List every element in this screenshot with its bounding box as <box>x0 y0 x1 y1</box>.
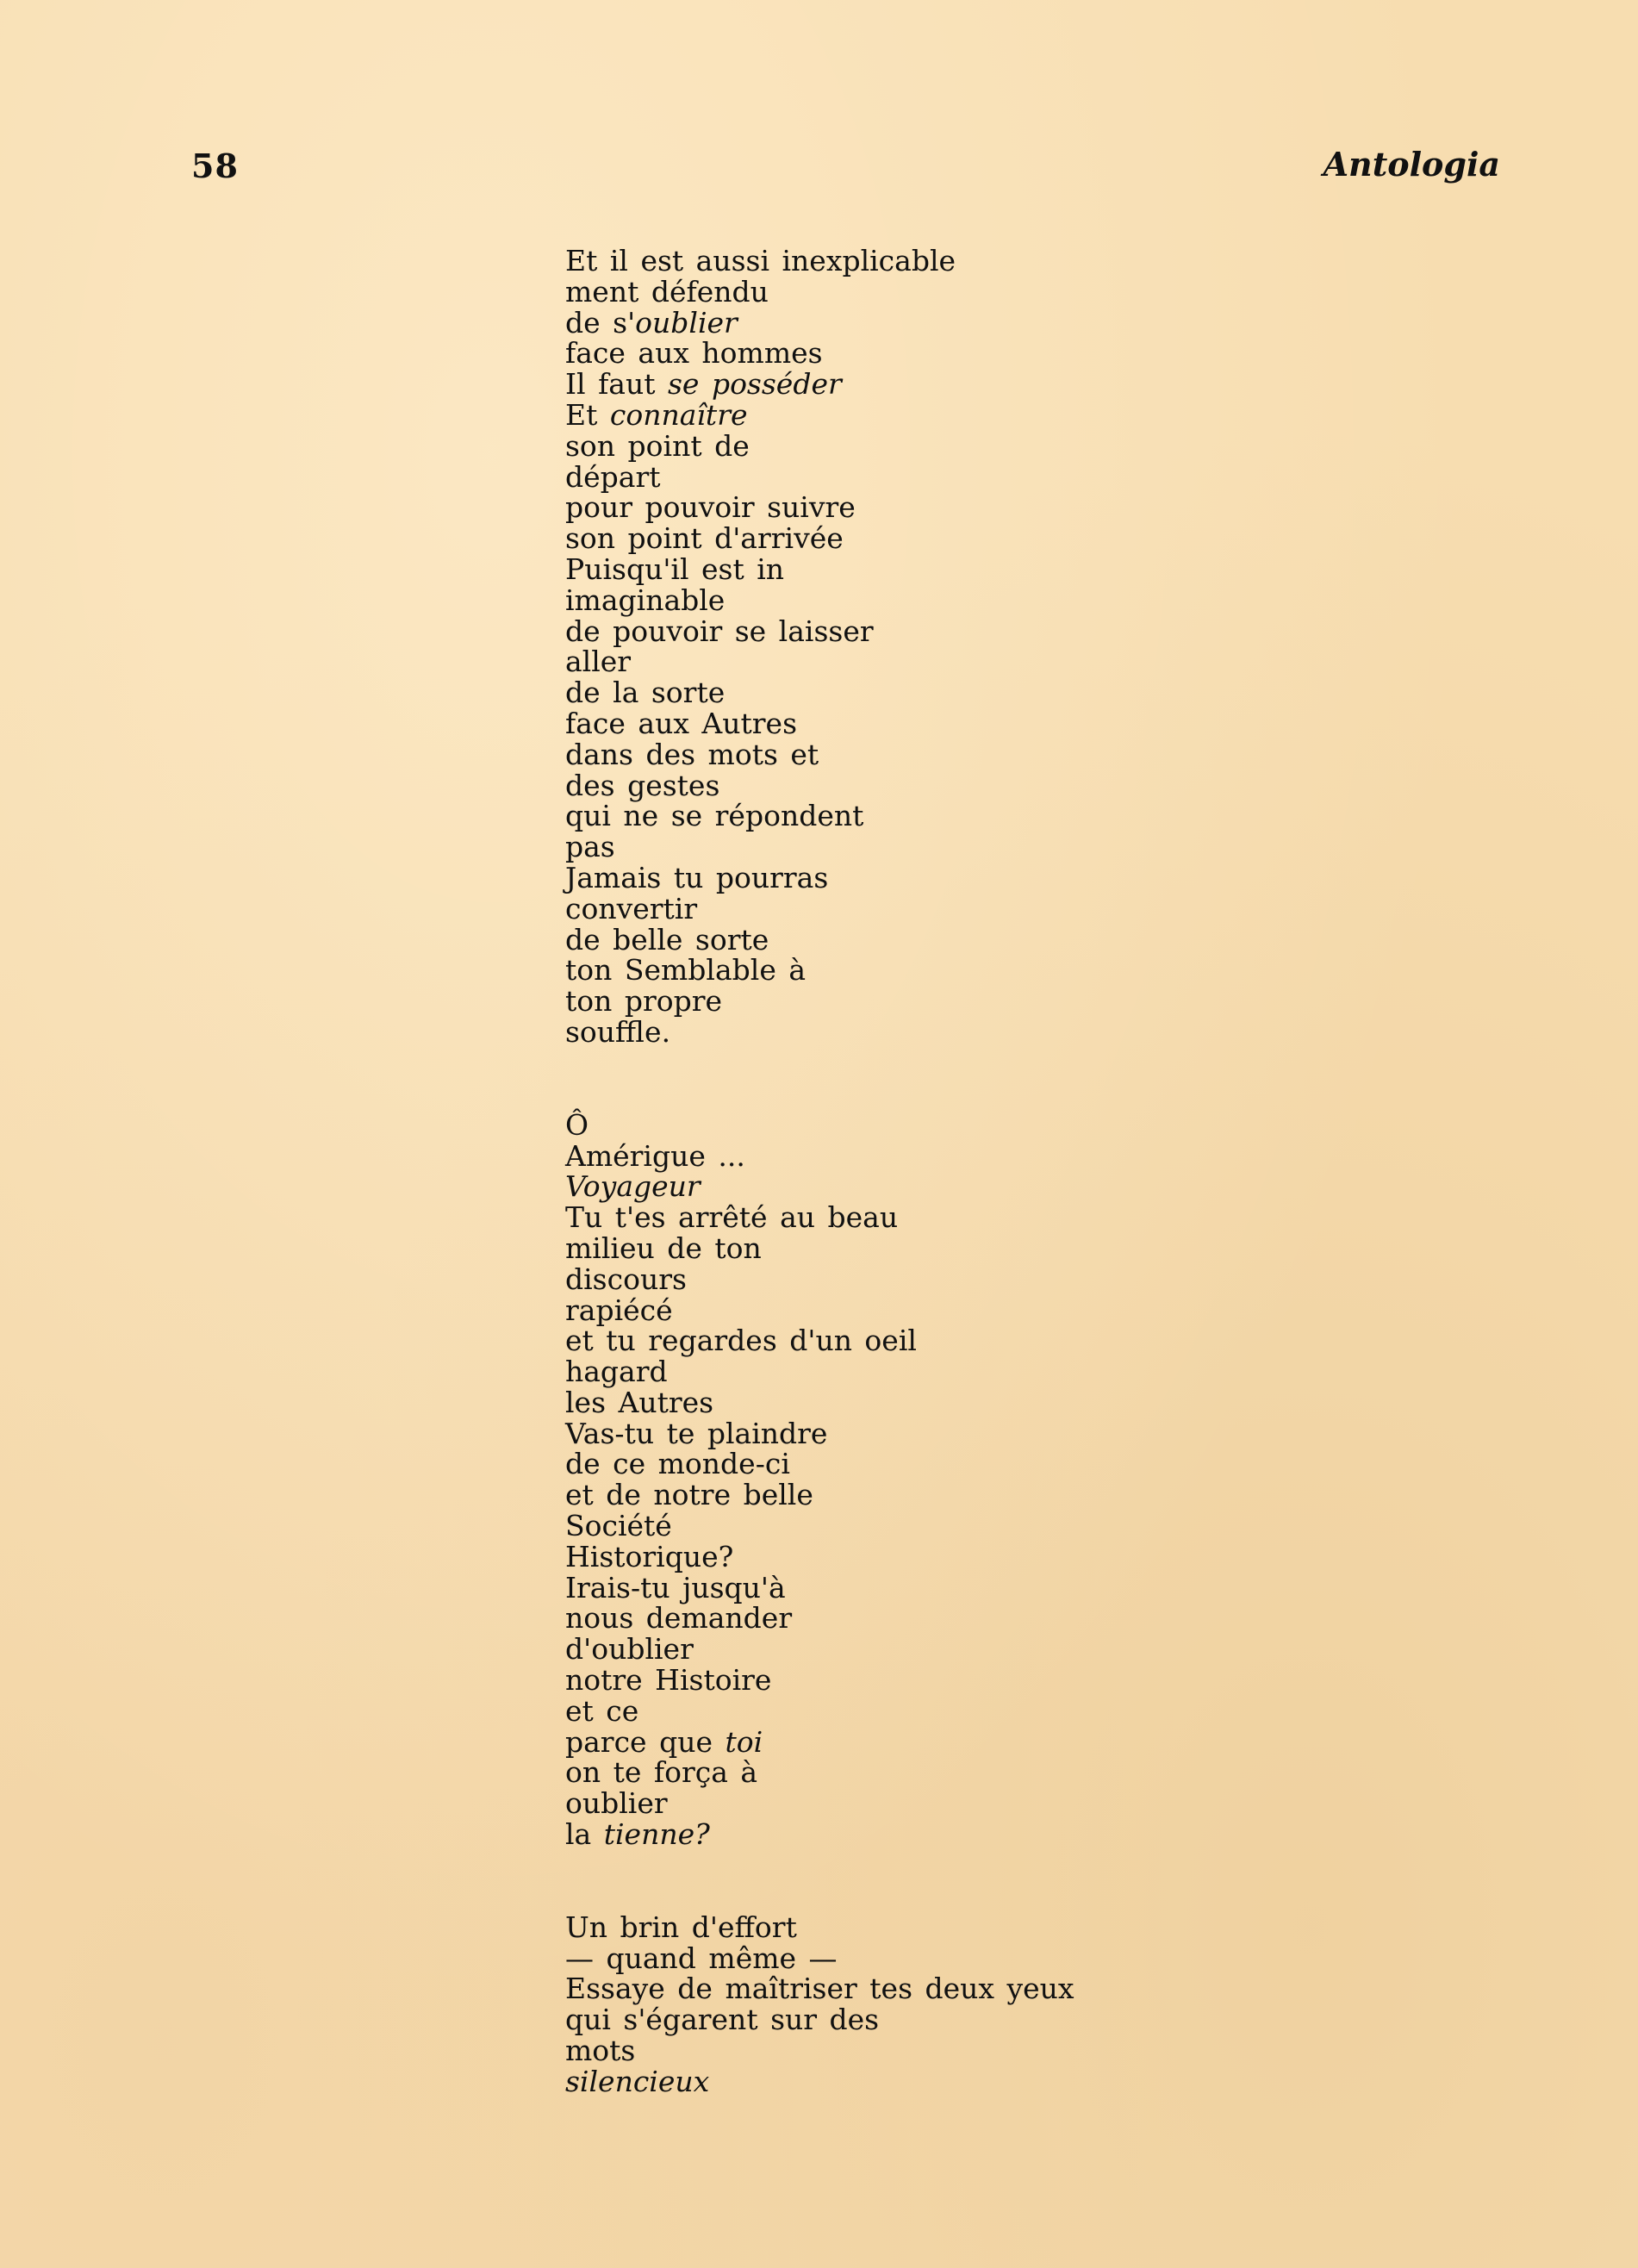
text-segment: ton propre <box>565 984 723 1019</box>
text-segment: la <box>565 1817 604 1852</box>
stanza <box>565 1107 1427 1852</box>
text-segment: son point d'arrivée <box>565 521 844 556</box>
poem-line <box>565 1511 1427 1542</box>
poem-line <box>565 1634 1427 1665</box>
poem-line <box>565 1570 1427 1604</box>
text-segment: — quand même — <box>565 1941 838 1975</box>
poem-line <box>565 585 1427 616</box>
stanza <box>565 246 1427 1048</box>
italic-segment: oublier <box>635 305 738 340</box>
text-segment: Ô <box>565 1107 589 1142</box>
poem-line <box>565 1295 1427 1326</box>
poem-line <box>565 1724 1427 1759</box>
poem-line <box>565 274 1427 308</box>
poem-line <box>565 770 1427 801</box>
text-segment: convertir <box>565 891 698 925</box>
poem-line <box>565 832 1427 863</box>
poem-line <box>565 246 1427 277</box>
text-segment: de ce monde-ci <box>565 1447 790 1481</box>
text-segment: Jamais tu pourras <box>565 860 829 894</box>
text-segment: de pouvoir se laisser <box>565 614 874 648</box>
text-segment: et tu regardes d'un oeil <box>565 1324 917 1358</box>
text-segment: Et il est aussi inexplicable <box>565 244 956 277</box>
text-segment: discours <box>565 1262 687 1296</box>
poem-line <box>565 305 1427 340</box>
text-segment: Tu t'es arrêté au beau <box>565 1200 899 1235</box>
text-segment: pour pouvoir suivre <box>565 490 856 525</box>
text-segment: et ce <box>565 1693 639 1728</box>
poem-line <box>565 1387 1427 1418</box>
text-segment: on te força à <box>565 1755 758 1790</box>
text-segment: mots <box>565 2034 636 2068</box>
text-segment: face aux Autres <box>565 706 798 740</box>
poem-line <box>565 986 1427 1017</box>
poem-line <box>565 1943 1427 1974</box>
text-segment: dans des mots et <box>565 737 819 771</box>
text-segment: Historique? <box>565 1539 734 1573</box>
text-segment: imaginable <box>565 583 726 617</box>
text-segment: aller <box>565 645 632 679</box>
italic-segment: connaître <box>609 397 748 432</box>
poem-line <box>565 955 1427 986</box>
poem-line <box>565 2004 1427 2035</box>
text-segment: Vas-tu te plaindre <box>565 1416 828 1450</box>
poem-line <box>565 891 1427 925</box>
text-segment: nous demander <box>565 1601 793 1636</box>
poem-line <box>565 1693 1427 1728</box>
poem-line <box>565 369 1427 400</box>
poem-line <box>565 860 1427 894</box>
text-segment: oublier <box>565 1786 668 1821</box>
poem-line <box>565 492 1427 523</box>
text-segment: des gestes <box>565 768 720 802</box>
poem-line <box>565 1264 1427 1295</box>
poem-line <box>565 2066 1427 2097</box>
poem-line <box>565 1107 1427 1142</box>
text-segment: départ <box>565 459 661 494</box>
poem-line <box>565 708 1427 739</box>
text-segment: milieu de ton <box>565 1231 762 1265</box>
running-title: Antologia <box>1323 145 1500 184</box>
poem-line <box>565 1665 1427 1696</box>
poem-line <box>565 1014 1427 1049</box>
text-segment: hagard <box>565 1355 668 1389</box>
poem-line <box>565 1757 1427 1788</box>
text-segment: qui ne se répondent <box>565 799 864 833</box>
text-segment: de la sorte <box>565 676 726 710</box>
poem-line <box>565 646 1427 677</box>
poem-line <box>565 1912 1427 1943</box>
poem-line <box>565 523 1427 554</box>
poem-line <box>565 1788 1427 1819</box>
text-segment: pas <box>565 830 615 864</box>
poem-line <box>565 1819 1427 1850</box>
stanza <box>565 1912 1427 2097</box>
text-segment: son point de <box>565 428 750 463</box>
text-segment: Amérigue ... <box>565 1138 745 1173</box>
poem-line <box>565 1603 1427 1634</box>
text-segment: ton Semblable à <box>565 953 807 988</box>
text-segment: Il faut <box>565 367 668 402</box>
italic-segment: tienne? <box>603 1817 710 1852</box>
poem-line <box>565 2035 1427 2066</box>
poem-line <box>565 1973 1427 2004</box>
poem-line <box>565 1449 1427 1480</box>
poem-line <box>565 338 1427 369</box>
text-segment: Et <box>565 397 610 432</box>
text-segment: Irais-tu jusqu'à <box>565 1570 786 1604</box>
page-number: 58 <box>191 146 239 185</box>
text-segment: Essaye de maîtriser tes deux yeux <box>565 1972 1074 2006</box>
text-segment: d'oublier <box>565 1632 694 1667</box>
poem-line <box>565 397 1427 432</box>
poem-line <box>565 1233 1427 1264</box>
poem-line <box>565 616 1427 647</box>
text-segment: rapiécé <box>565 1293 673 1327</box>
text-segment: notre Histoire <box>565 1663 772 1698</box>
poem-line <box>565 1138 1427 1173</box>
italic-segment: se posséder <box>667 367 842 402</box>
poem-line <box>565 922 1427 956</box>
italic-segment: Voyageur <box>565 1169 701 1204</box>
poem-line <box>565 1325 1427 1356</box>
poem-line <box>565 428 1427 463</box>
text-segment: parce que <box>565 1724 726 1759</box>
text-segment: qui s'égarent sur des <box>565 2003 880 2037</box>
text-segment: ment défendu <box>565 274 769 308</box>
poem-line <box>565 1418 1427 1449</box>
poem-line <box>565 459 1427 494</box>
poem-line <box>565 1171 1427 1202</box>
poem-line <box>565 1480 1427 1511</box>
text-segment: les Autres <box>565 1385 714 1419</box>
text-segment: de belle sorte <box>565 922 769 956</box>
poem-line <box>565 677 1427 708</box>
poem-line <box>565 801 1427 832</box>
italic-segment: toi <box>725 1724 763 1759</box>
italic-segment: silencieux <box>565 2064 710 2098</box>
text-segment: face aux hommes <box>565 336 823 371</box>
poem-line <box>565 1356 1427 1387</box>
poem-line <box>565 551 1427 586</box>
poem-line <box>565 1202 1427 1233</box>
text-segment: Puisqu'il est in <box>565 551 785 586</box>
text-segment: Un brin d'effort <box>565 1910 797 1944</box>
poem-body <box>565 246 1427 2097</box>
text-segment: souffle. <box>565 1014 671 1049</box>
poem-line <box>565 1539 1427 1573</box>
text-segment: Société <box>565 1509 672 1543</box>
text-segment: de s' <box>565 305 636 340</box>
poem-line <box>565 739 1427 770</box>
text-segment: et de notre belle <box>565 1478 813 1512</box>
